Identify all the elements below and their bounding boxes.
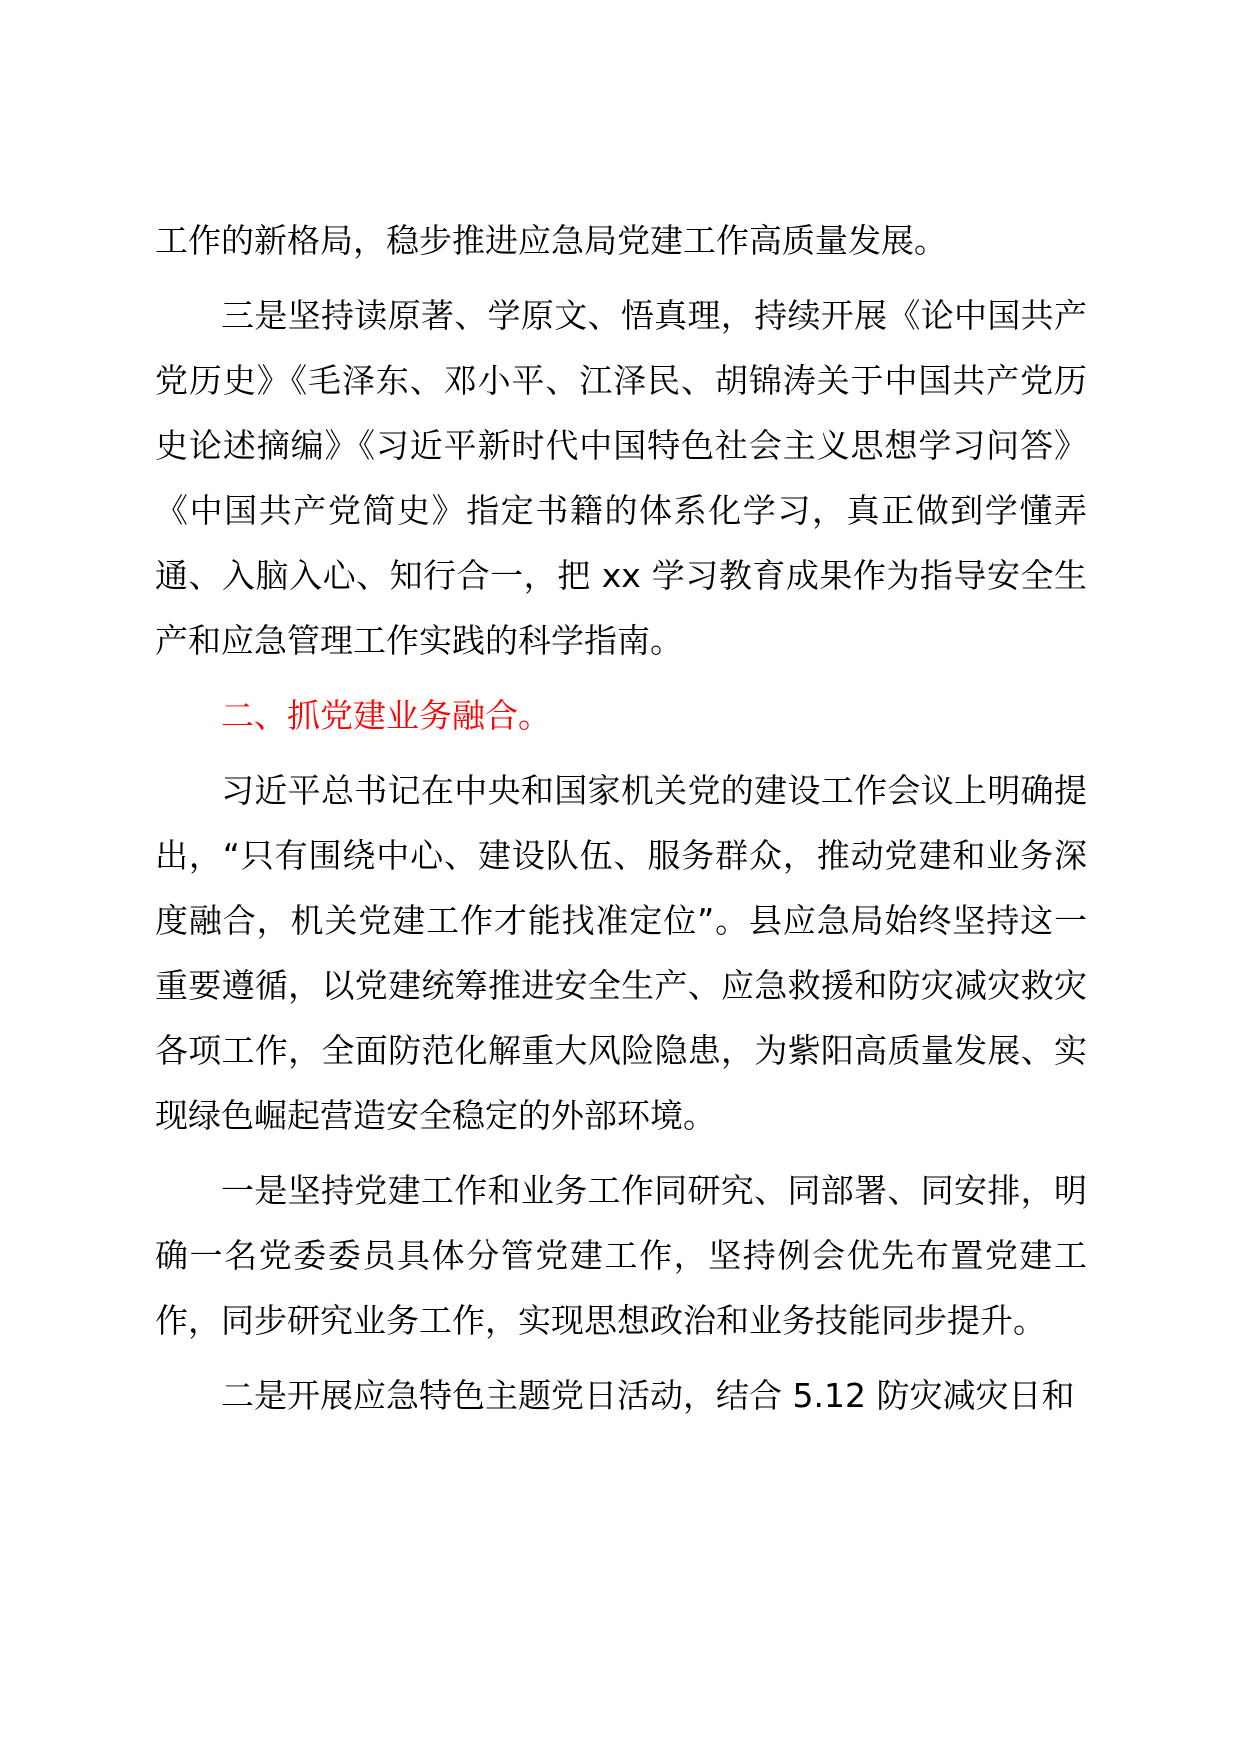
document-body [155, 208, 1087, 1438]
paragraph-first-point: 一是坚持党建工作和业务工作同研究、同部署、同安排，明确一名党委委员具体分管党建工作，坚持例会优先布置党建工作，同步研究业务工作，实现思想政治和业务技能同步提升。 [155, 1171, 1087, 1340]
paragraph-second-point: 二是开展应急特色主题党日活动，结合 5.12 防灾减灾日和 [221, 1376, 1075, 1415]
section-heading: 二、抓党建业务融合。 [221, 696, 551, 735]
paragraph-section-intro: 习近平总书记在中央和国家机关党的建设工作会议上明确提出，“只有围绕中心、建设队伍、服务群众，推动党建和业务深度融合，机关党建工作才能找准定位”。县应急局始终坚持这一重要遵循，以党建统筹推进安全生产、应急救援和防灾减灾救灾各项工作，全面防范化解重大风险隐患，为紫阳高质量发展、实现绿色崛起营造安全稳定的外部环境。 [155, 771, 1087, 1135]
paragraph-third-point: 三是坚持读原著、学原文、悟真理，持续开展《论中国共产党历史》《毛泽东、邓小平、江泽民、胡锦涛关于中国共产党历史论述摘编》《习近平新时代中国特色社会主义思想学习问答》《中国共产党简史》指定书籍的体系化学习，真正做到学懂弄通、入脑入心、知行合一，把 xx 学习教育成果作为指导安全生产和应急管理工作实践的科学指南。 [155, 296, 1087, 660]
paragraph-continuation: 工作的新格局，稳步推进应急局党建工作高质量发展。 [155, 221, 947, 260]
